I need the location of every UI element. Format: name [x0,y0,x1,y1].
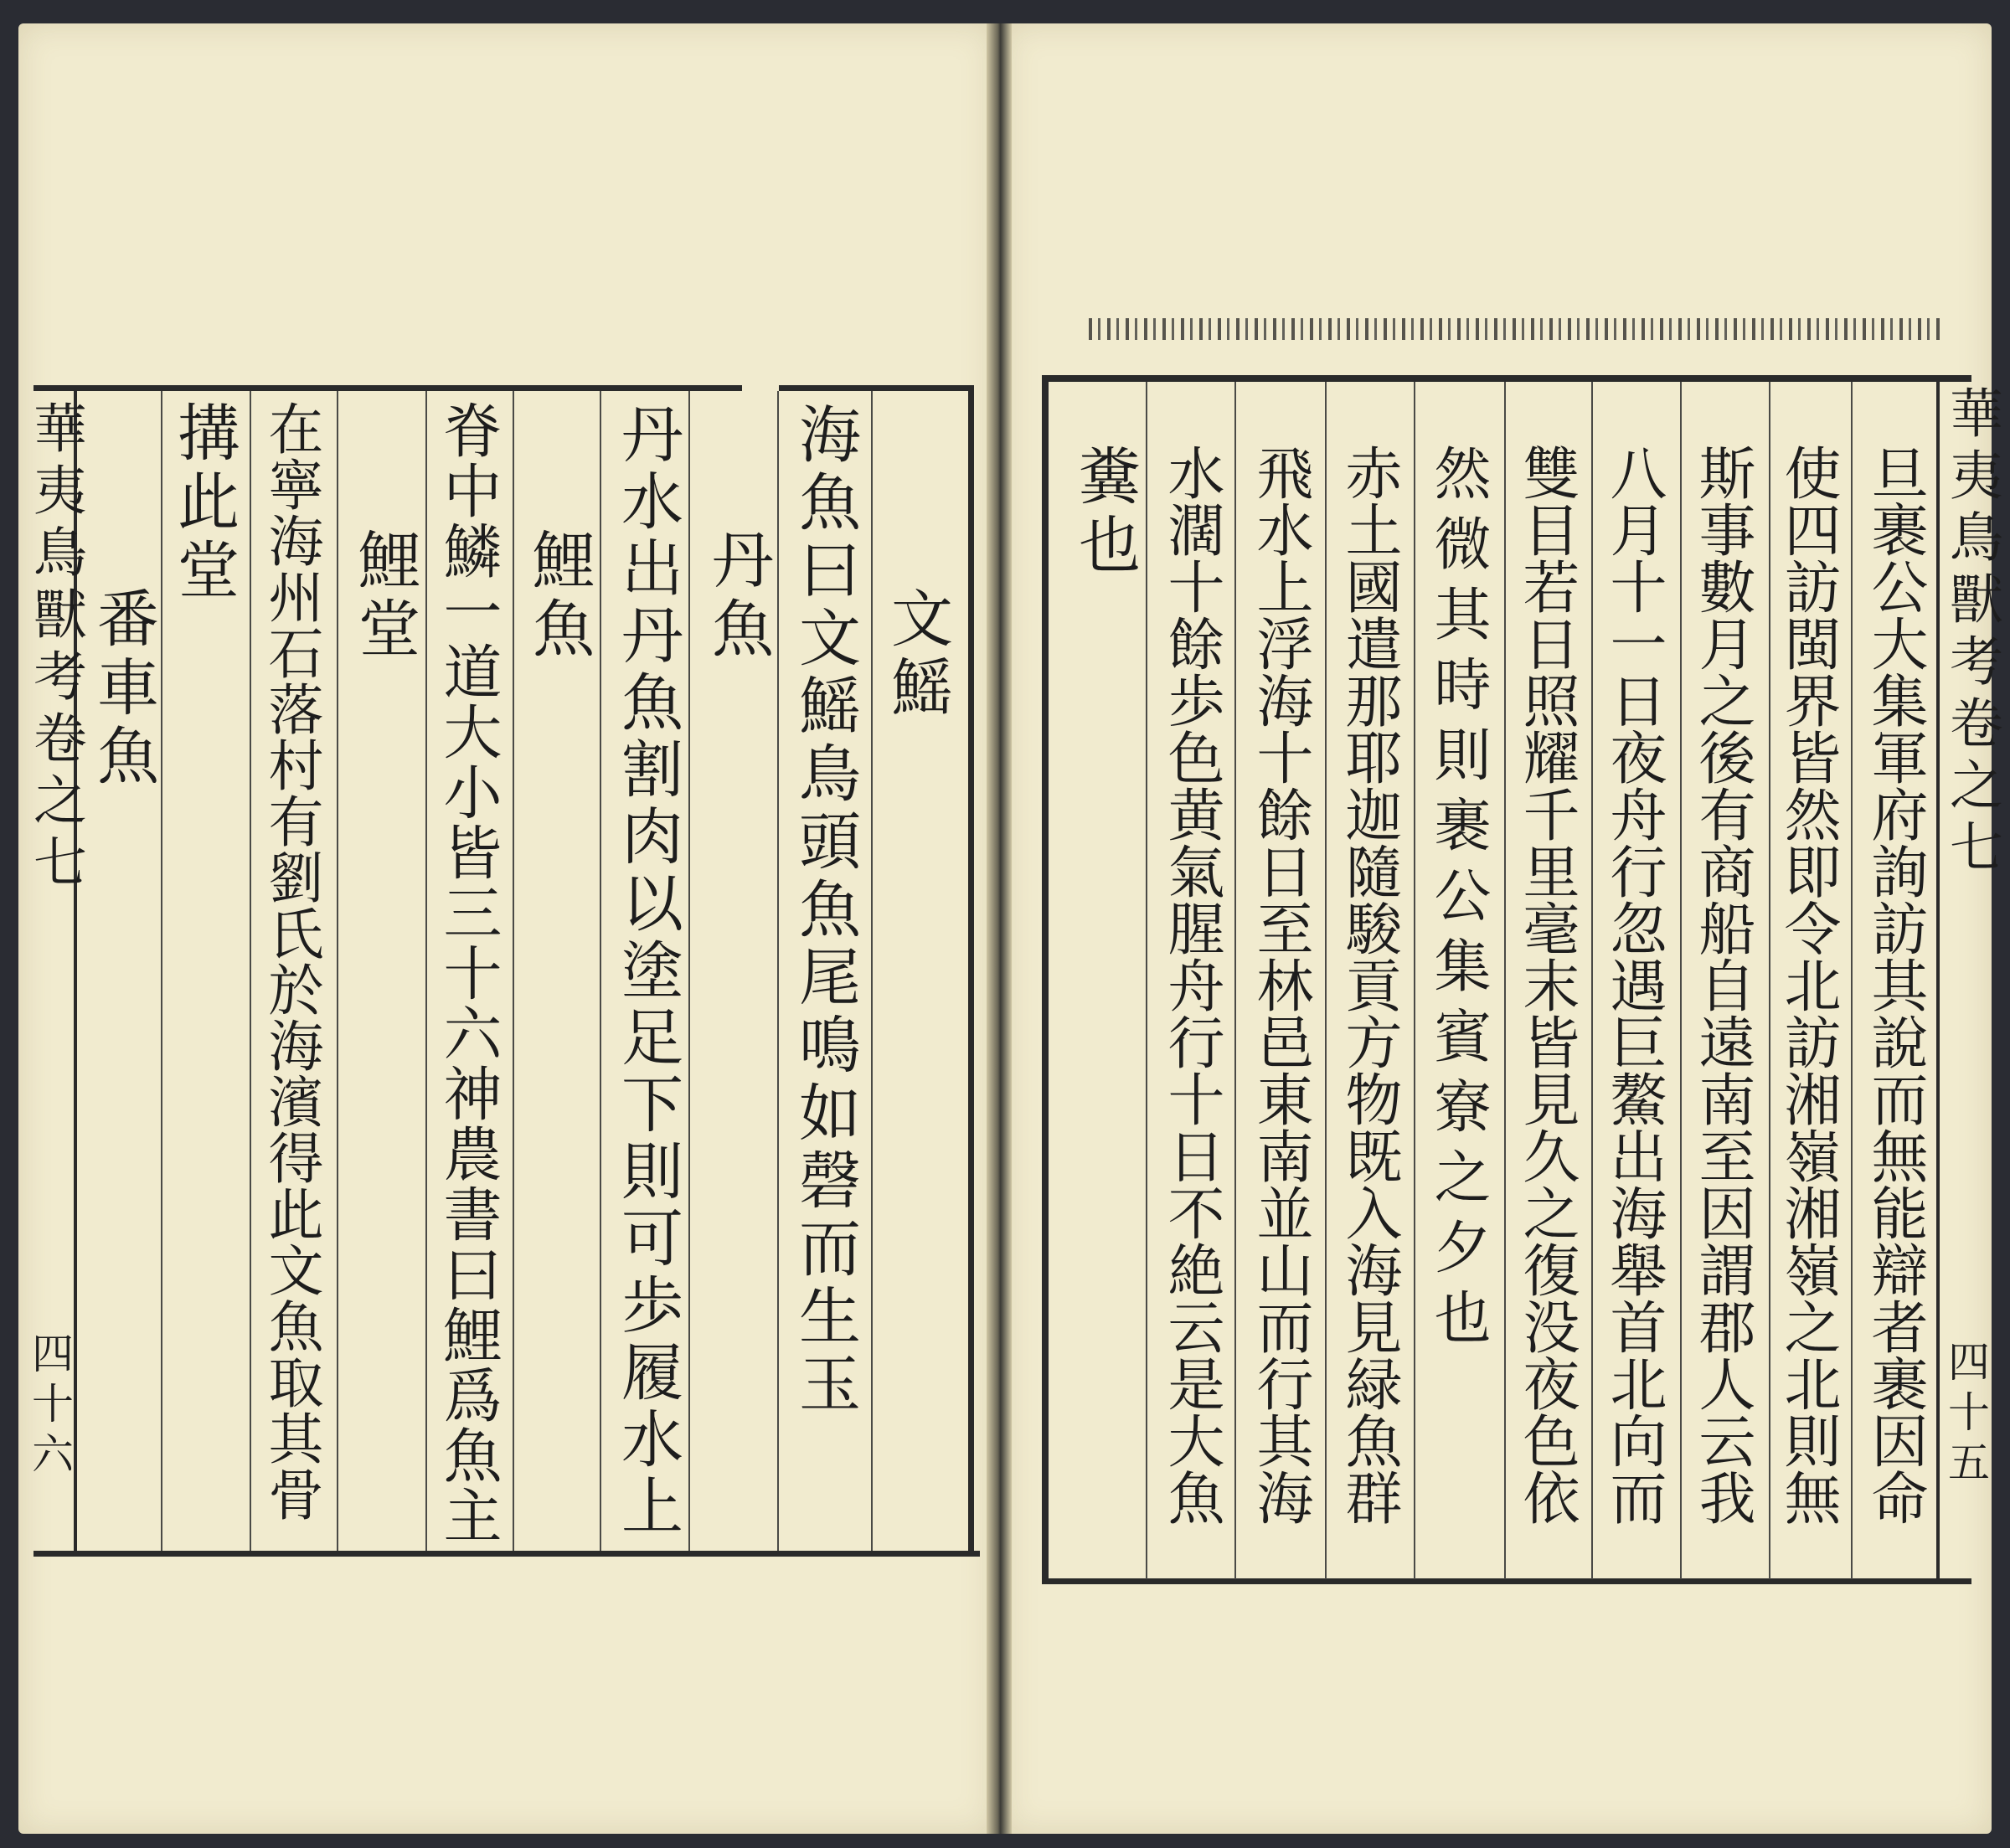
left-margin-label: 華夷鳥獸考卷之七 [24,400,86,896]
right-divider [1234,382,1236,1579]
right-frame-left [1042,375,1049,1584]
right-page-number: 四十五 [1941,1340,1990,1490]
column-liyu-title: 鯉魚 [523,528,595,665]
left-frame-bottom-line [34,1551,980,1557]
right-frame-top [1042,375,1971,382]
left-divider [777,391,779,1551]
right-frame-margin-rule [1936,375,1940,1584]
column-danyu-text: 丹水出丹魚割肉以塗足下則可歩履水上 [611,402,683,1541]
right-divider [1680,382,1682,1579]
right-divider [1591,382,1593,1579]
column-right-9: 水濶十餘歩色黄氣腥舟行十日不絶云是大魚 [1158,444,1224,1526]
ink-smudge [1089,318,1943,340]
left-frame-right [968,385,974,1557]
column-right-10: 糞也 [1069,444,1141,581]
column-danyu-title: 丹魚 [702,528,774,665]
right-margin-label: 華夷鳥獸考卷之七 [1940,385,2002,881]
left-frame-top [34,385,742,391]
column-right-4: 八月十一日夜舟行忽遇巨鰲出海舉首北向而 [1600,444,1667,1526]
left-frame-top-right [779,385,970,391]
column-right-3: 斯事數月之後有商船自遠南至因謂郡人云我 [1689,444,1755,1526]
column-wenyao-text: 海魚曰文鰩鳥頭魚尾鳴如磬而生玉 [789,402,861,1419]
left-divider [600,391,601,1551]
right-divider [1851,382,1853,1579]
right-divider [1325,382,1327,1579]
left-divider [161,391,162,1551]
left-divider [513,391,514,1551]
column-litang-title: 鯉堂 [348,528,420,665]
column-right-5: 雙目若日照耀千里毫末皆見久之復没夜色依 [1513,444,1580,1526]
column-right-8: 飛水上浮海十餘日至林邑東南並山而行其海 [1247,444,1313,1526]
left-divider [337,391,338,1551]
right-divider [1146,382,1147,1579]
right-page [1005,23,1992,1834]
column-liyu-text: 脊中鱗一道大小皆三十六神農書曰鯉爲魚主 [434,400,502,1546]
right-divider [1414,382,1415,1579]
right-divider [1769,382,1770,1579]
book-gutter [987,23,1012,1834]
column-right-2: 使四訪閩界皆然即令北訪湘嶺湘嶺之北則無 [1775,444,1841,1526]
left-page-number: 四十六 [25,1331,74,1482]
column-right-1: 旦裹公大集軍府詢訪其說而無能辯者裹因命 [1862,444,1928,1526]
left-divider [425,391,427,1551]
right-frame-bottom [1042,1578,1971,1584]
column-fanche-title: 番車魚 [87,586,159,792]
left-divider [688,391,690,1551]
column-right-7: 赤土國遣那耶迦隨駿貢方物既入海見緑魚群 [1336,444,1402,1526]
right-divider [1504,382,1506,1579]
left-divider [250,391,251,1551]
column-goucitang-text: 搆此堂 [168,400,240,606]
column-wenyao-title: 文鰩 [881,586,953,723]
left-divider [871,391,873,1551]
column-litang-text: 在寧海州石落村有劉氏於海濱得此文魚取其骨 [259,400,323,1522]
column-right-6: 然微其時則裹公集賓寮之夕也 [1425,444,1491,1358]
